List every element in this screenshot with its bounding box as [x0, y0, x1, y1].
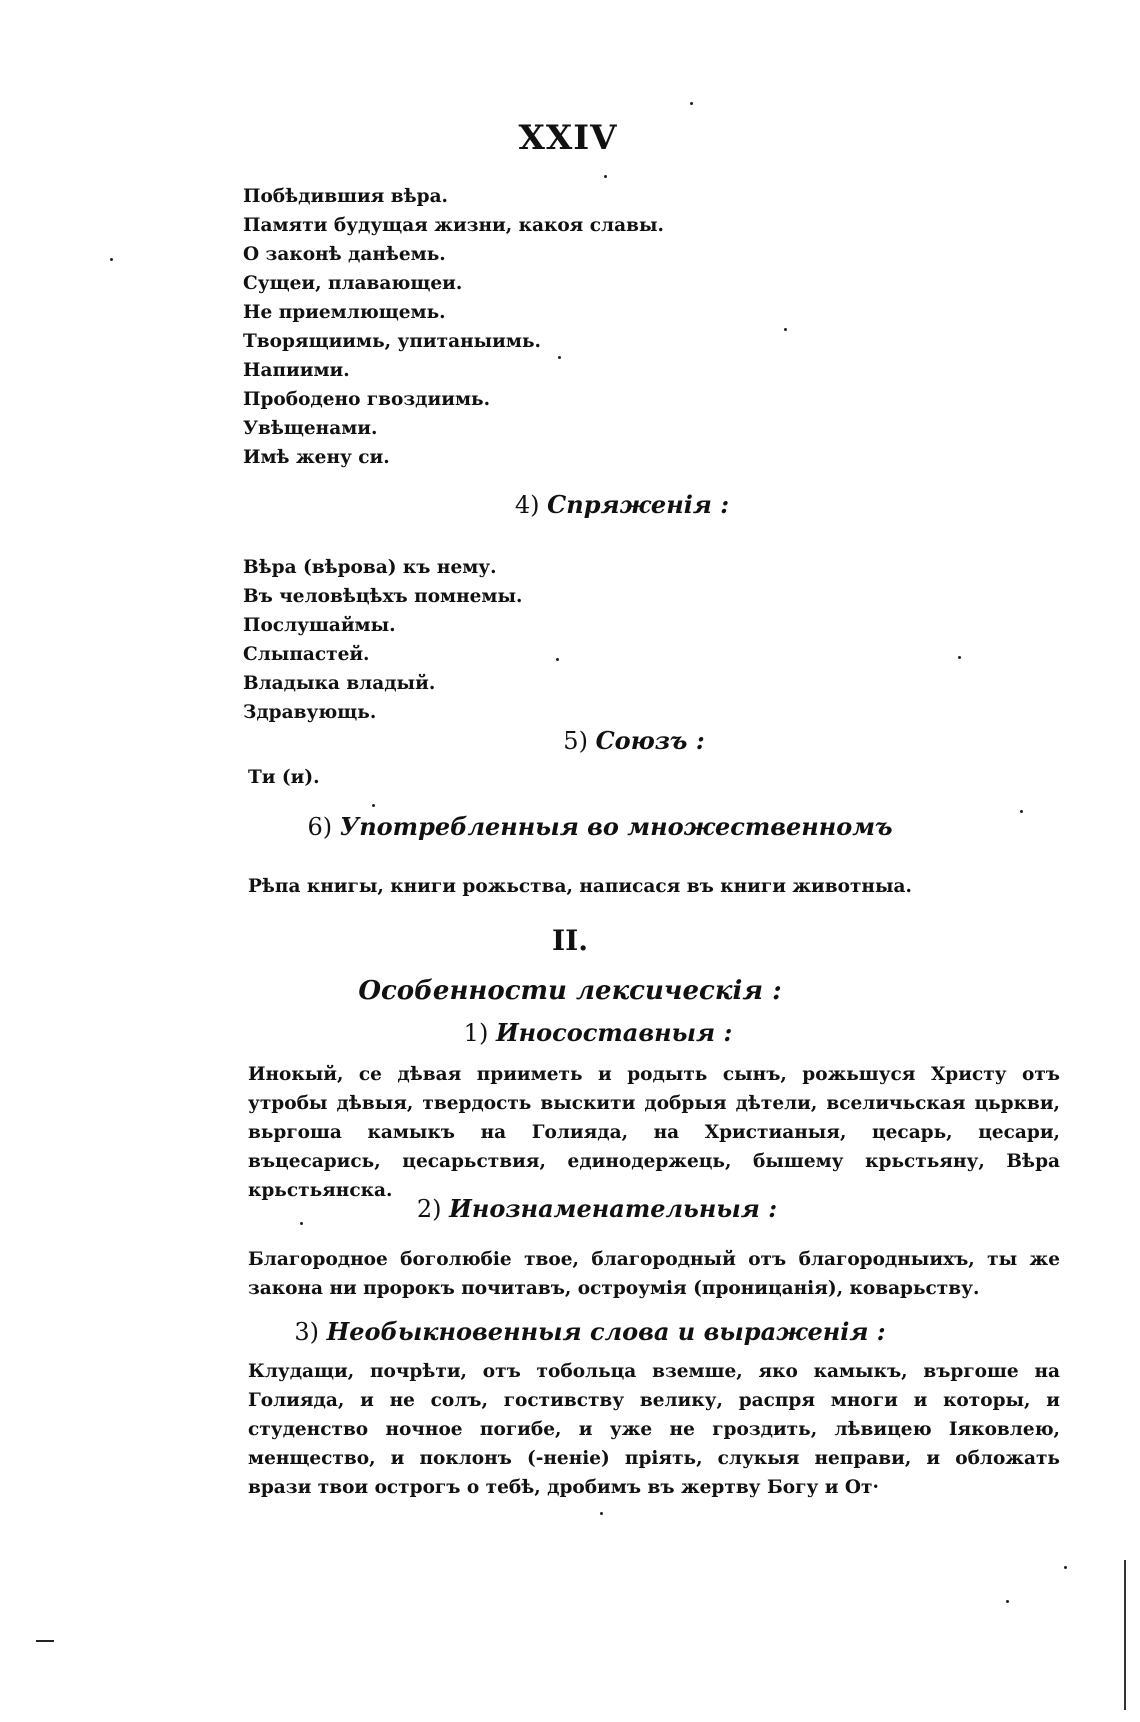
- scan-speck: [958, 656, 961, 659]
- scan-speck: [300, 1222, 303, 1225]
- heading-title: Необыкновенныя слова и выраженія :: [326, 1317, 886, 1346]
- scan-speck: [604, 175, 607, 178]
- example-list-1: [243, 182, 664, 472]
- heading-title: Спряженія :: [547, 490, 730, 519]
- scan-speck: [372, 804, 375, 807]
- section-title: Особенности лексическія :: [358, 976, 782, 1006]
- list-item: Прободено гвоздиимь.: [243, 389, 491, 410]
- list-item: Памяти будущая жизни, какоя славы.: [243, 215, 664, 236]
- unusual-words-text: Клудащи, почрѣти, отъ тобольца вземше, яко камыкъ, въргоше на Голияда, и не солъ, гостивству велику, распря многи и которы, и студенство ночное погибе, и уже не гроздить, лѣвицею Іяковлею, менщество, и поклонъ (-неніе) прiять, слукыя неправи, и обложать врази твои острогъ о тебѣ, дробимъ въ жертву Богу и От·: [248, 1361, 1060, 1498]
- scan-speck: [1020, 810, 1023, 813]
- heading-number: 6): [307, 813, 333, 841]
- list-item: О законѣ данѣемь.: [243, 244, 446, 265]
- scan-speck: [110, 258, 113, 261]
- scan-speck: [556, 658, 559, 661]
- heading-title: Инознаменательныя :: [449, 1194, 778, 1223]
- list-item: Побѣдившия вѣра.: [243, 186, 448, 207]
- foreign-meaning-text: Благородное боголюбіе твое, благородный отъ благородныихъ, ты же закона ни пророкъ почитавъ, остроумія (проницанія), коварьству.: [248, 1249, 1060, 1299]
- plural-usage-text: Рѣпа книгы, книги рожьства, написася въ книги животныа.: [248, 876, 912, 897]
- scan-speck: [1006, 1600, 1009, 1603]
- list-item: Здравующь.: [243, 702, 377, 723]
- list-item: Напиими.: [243, 360, 350, 381]
- list-item: Владыка владый.: [243, 673, 436, 694]
- heading-conjugations: [0, 490, 1140, 519]
- heading-title: Иносоставныя :: [495, 1018, 733, 1047]
- list-item: Не приемлющемь.: [243, 302, 446, 323]
- heading-foreign-meaning: [0, 1194, 1140, 1223]
- list-item: Имѣ жену си.: [243, 447, 390, 468]
- heading-plural-usage: [0, 812, 1140, 841]
- scan-speck: [600, 1512, 603, 1515]
- heading-number: 2): [416, 1195, 442, 1223]
- heading-number: 5): [563, 727, 588, 755]
- scan-speck: [690, 102, 693, 105]
- heading-conjunctions: [0, 726, 1140, 755]
- scan-speck: [558, 356, 561, 359]
- example-list-2: [243, 553, 522, 727]
- foreign-compound-text: Инокый, се дѣвая прииметь и родыть сынъ, рожьшуся Христу отъ утробы дѣвыя, твердость выскити добрыя дѣтели, вселичьская цьркви, вьргоша камыкъ на Голияда, на Христианыя, цесарь, цесари, въцесарись, цесарьствия, единодержець, бышему крьстьяну, Вѣра крьстьянска.: [248, 1064, 1060, 1201]
- list-item: Увѣщенами.: [243, 418, 378, 439]
- heading-title: Союзъ :: [595, 726, 705, 755]
- scan-speck: [784, 328, 787, 331]
- conjunction-example: Ти (и).: [248, 767, 320, 788]
- scan-mark: [36, 1640, 54, 1642]
- heading-number: 3): [294, 1318, 319, 1346]
- list-item: Послушаймы.: [243, 615, 396, 636]
- list-item: Въ человѣцѣхъ помнемы.: [243, 586, 523, 607]
- heading-number: 4): [514, 491, 540, 519]
- list-item: Творящиимь, упитаныимь.: [243, 331, 541, 352]
- scan-speck: [1064, 1566, 1067, 1569]
- page-number: XXIV: [518, 118, 618, 158]
- page-edge-line: [1124, 1560, 1126, 1710]
- heading-unusual-words: [0, 1317, 1140, 1346]
- list-item: Слыпастей.: [243, 644, 370, 665]
- heading-number: 1): [463, 1019, 489, 1047]
- heading-foreign-compound: [0, 1018, 1140, 1047]
- list-item: Сущеи, плавающеи.: [243, 273, 463, 294]
- heading-title: Употребленныя во множественномъ: [339, 812, 893, 841]
- list-item: Вѣра (вѣрова) къ нему.: [243, 557, 497, 578]
- section-roman-numeral: II.: [552, 924, 588, 957]
